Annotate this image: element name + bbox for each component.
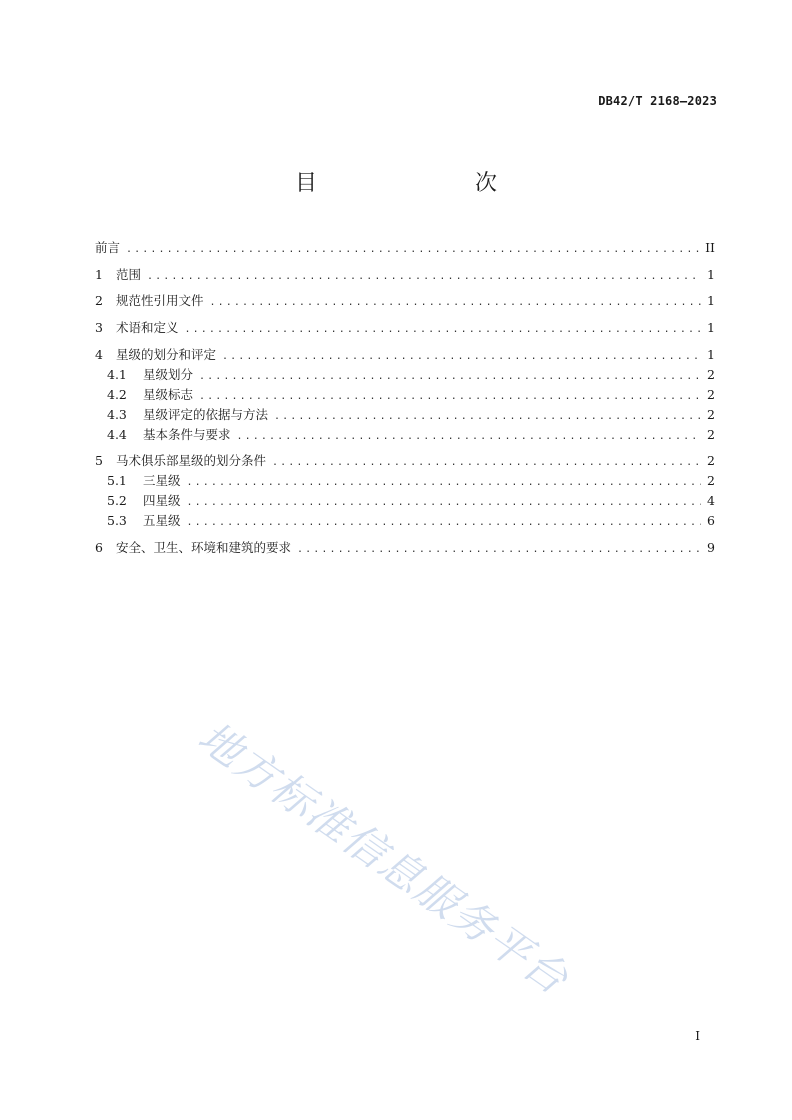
toc-leader-dots — [187, 513, 702, 533]
toc-entry-page: 4 — [707, 493, 715, 509]
toc-entry-number: 5 — [95, 453, 103, 469]
toc-entry-4[interactable] — [95, 345, 715, 365]
toc-entry-page: 1 — [707, 293, 715, 309]
toc-entry-4-4[interactable] — [95, 425, 715, 445]
toc-entry-5[interactable] — [95, 451, 715, 471]
toc-entry-page: 2 — [707, 366, 715, 382]
toc-leader-dots — [187, 473, 702, 493]
toc-entry-number: 2 — [95, 293, 103, 309]
page-title: 目 次 — [294, 171, 535, 196]
toc-entry-title: 马术俱乐部星级的划分条件 — [116, 453, 267, 469]
toc-leader-dots — [222, 347, 701, 367]
toc-entry-title: 四星级 — [143, 493, 181, 509]
toc-entry-page: II — [705, 240, 715, 255]
toc-leader-dots — [185, 320, 702, 340]
toc-leader-dots — [272, 453, 701, 473]
toc-entry-page: 1 — [707, 320, 715, 336]
toc-entry-page: 9 — [707, 540, 715, 556]
toc-entry-number: 5.2 — [107, 493, 127, 509]
toc-entry-number: 1 — [95, 266, 103, 282]
toc-entry-number: 4 — [95, 346, 103, 362]
toc-entry-number: 5.1 — [107, 473, 127, 489]
toc-entry-number: 4.4 — [107, 426, 127, 442]
document-code: DB42/T 2168—2023 — [598, 94, 717, 108]
toc-entry-3[interactable] — [95, 318, 715, 338]
toc-entry-title: 前言 — [95, 240, 121, 255]
page-number: I — [695, 1029, 700, 1043]
toc-entry-page: 2 — [707, 473, 715, 489]
toc-entry-4-1[interactable] — [95, 365, 715, 385]
toc-entry-number: 3 — [95, 320, 103, 336]
toc-entry-number: 4.2 — [107, 386, 127, 402]
toc-entry-number: 5.3 — [107, 513, 127, 529]
toc-entry-5-1[interactable] — [95, 471, 715, 491]
toc-entry-page: 1 — [707, 266, 715, 282]
toc-entry-title: 星级标志 — [143, 386, 194, 402]
toc-entry-title: 规范性引用文件 — [116, 293, 204, 309]
toc-entry-title: 术语和定义 — [116, 320, 179, 336]
toc-entry-number: 4.1 — [107, 366, 127, 382]
toc-leader-dots — [199, 387, 701, 407]
toc-entry-title: 三星级 — [143, 473, 181, 489]
toc-entry-5-3[interactable] — [95, 511, 715, 531]
toc-entry-6[interactable] — [95, 538, 715, 558]
toc-leader-dots — [274, 407, 701, 427]
toc-entry-title: 范围 — [116, 266, 142, 282]
table-of-contents — [95, 238, 715, 558]
toc-entry-page: 2 — [707, 426, 715, 442]
toc-entry-title: 星级评定的依据与方法 — [143, 406, 269, 422]
toc-entry-page: 2 — [707, 386, 715, 402]
toc-entry-1[interactable] — [95, 265, 715, 285]
toc-entry-title: 五星级 — [143, 513, 181, 529]
toc-entry-page: 2 — [707, 453, 715, 469]
toc-entry-5-2[interactable] — [95, 491, 715, 511]
toc-leader-dots — [237, 427, 702, 447]
toc-entry-number: 4.3 — [107, 406, 127, 422]
toc-leader-dots — [126, 240, 699, 260]
toc-entry-2[interactable] — [95, 291, 715, 311]
toc-entry-title: 基本条件与要求 — [143, 426, 231, 442]
toc-entry-title: 星级的划分和评定 — [116, 346, 217, 362]
toc-entry-number: 6 — [95, 540, 103, 556]
toc-entry-4-2[interactable] — [95, 385, 715, 405]
toc-entry-title: 安全、卫生、环境和建筑的要求 — [116, 540, 292, 556]
toc-entry-4-3[interactable] — [95, 405, 715, 425]
toc-leader-dots — [210, 293, 702, 313]
toc-leader-dots — [147, 267, 701, 287]
toc-entry-page: 1 — [707, 346, 715, 362]
toc-leader-dots — [199, 367, 701, 387]
toc-entry-foreword[interactable] — [95, 238, 715, 258]
toc-leader-dots — [297, 540, 701, 560]
watermark: 地方标准信息服务平台 — [189, 711, 579, 1005]
toc-entry-page: 6 — [707, 513, 715, 529]
toc-leader-dots — [187, 493, 702, 513]
toc-entry-title: 星级划分 — [143, 366, 194, 382]
toc-entry-page: 2 — [707, 406, 715, 422]
